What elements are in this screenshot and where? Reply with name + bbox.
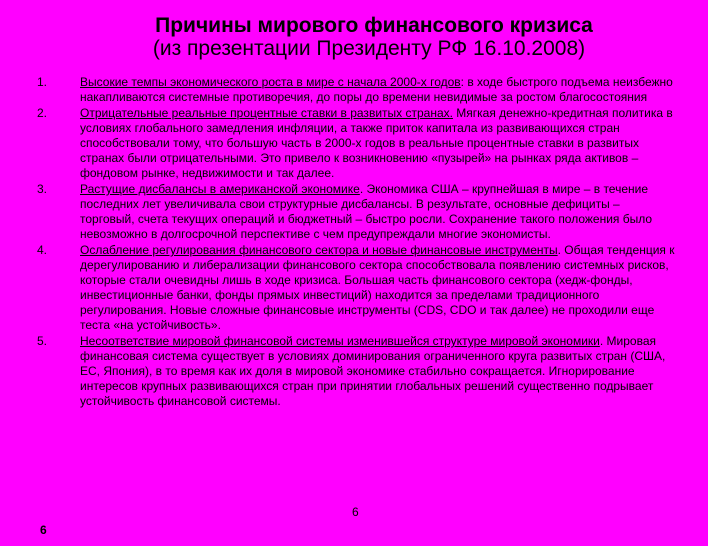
item-body: Мягкая денежно-кредитная политика в условиях глобального замедления инфляции, а также приток капитала из развивающихся стран способствовали тому, что большую часть в 2000-х годов в реальные процентные ставки в развитых странах были отрицательными. Это привело к возникновению «пузырей» на рынках ряда активов – фондовом рынке, недвижимости и так далее.	[80, 106, 673, 180]
item-body: . Мировая финансовая система существует в условиях доминирования ограниченного круга развитых стран (США, ЕС, Япония), в то время как их доля в мировой экономике стабильно сокращается. Игнорирование интересов крупных развивающихся стран при принятии глобальных решений существенно подрывает устойчивость финансовой системы.	[80, 334, 666, 408]
list-item	[37, 182, 677, 242]
list-item	[37, 106, 677, 181]
title-subtitle: (из презентации Президенту РФ 16.10.2008)	[152, 37, 586, 60]
causes-list	[37, 75, 677, 410]
item-number: 3.	[37, 182, 48, 196]
item-body: : в ходе быстрого подъема неизбежно накапливаются системные противоречия, до поры до времени невидимые за ростом благосостояния	[80, 75, 673, 104]
item-heading: Отрицательные реальные процентные ставки в развитых странах.	[80, 106, 453, 120]
item-body: . Общая тенденция к дерегулированию и либерализации финансового сектора способствовала появлению системных рисков, которые стали очевидны лишь в ходе кризиса. Большая часть финансового сектора (хедж-фонды, инвестиционные банки, фонды прямых инвестиций) находится за пределами традиционного регулирования. Новые сложные финансовые инструменты (CDS, CDO и так далее) не проходили еще теста «на устойчивость».	[80, 243, 675, 332]
item-number: 2.	[37, 106, 48, 120]
item-number: 4.	[37, 243, 48, 257]
list-item	[37, 243, 677, 333]
item-heading: Ослабление регулирования финансового сектора и новые финансовые инструменты	[80, 243, 558, 257]
item-number: 1.	[37, 75, 48, 89]
item-heading: Несоответствие мировой финансовой системы изменившейся структуре мировой экономики	[80, 334, 600, 348]
item-body: . Экономика США – крупнейшая в мире – в течение последних лет увеличивала свои структурные дисбалансы. В результате, основные дефициты – торговый, счета текущих операций и бюджетный – быстро росли. Сохранение такого положения было невозможно в долгосрочной перспективе с чем предупреждали многие экономисты.	[80, 182, 653, 241]
list-item	[37, 334, 677, 409]
slide-title	[0, 14, 708, 60]
title-main: Причины мирового финансового кризиса	[155, 14, 593, 37]
slide-corner-number: 6	[40, 523, 47, 537]
item-number: 5.	[37, 334, 48, 348]
list-item	[37, 75, 677, 105]
item-heading: Высокие темпы экономического роста в мире с начала 2000-х годов	[80, 75, 461, 89]
item-heading: Растущие дисбалансы в американской экономике	[80, 182, 360, 196]
page-number: 6	[352, 505, 359, 519]
